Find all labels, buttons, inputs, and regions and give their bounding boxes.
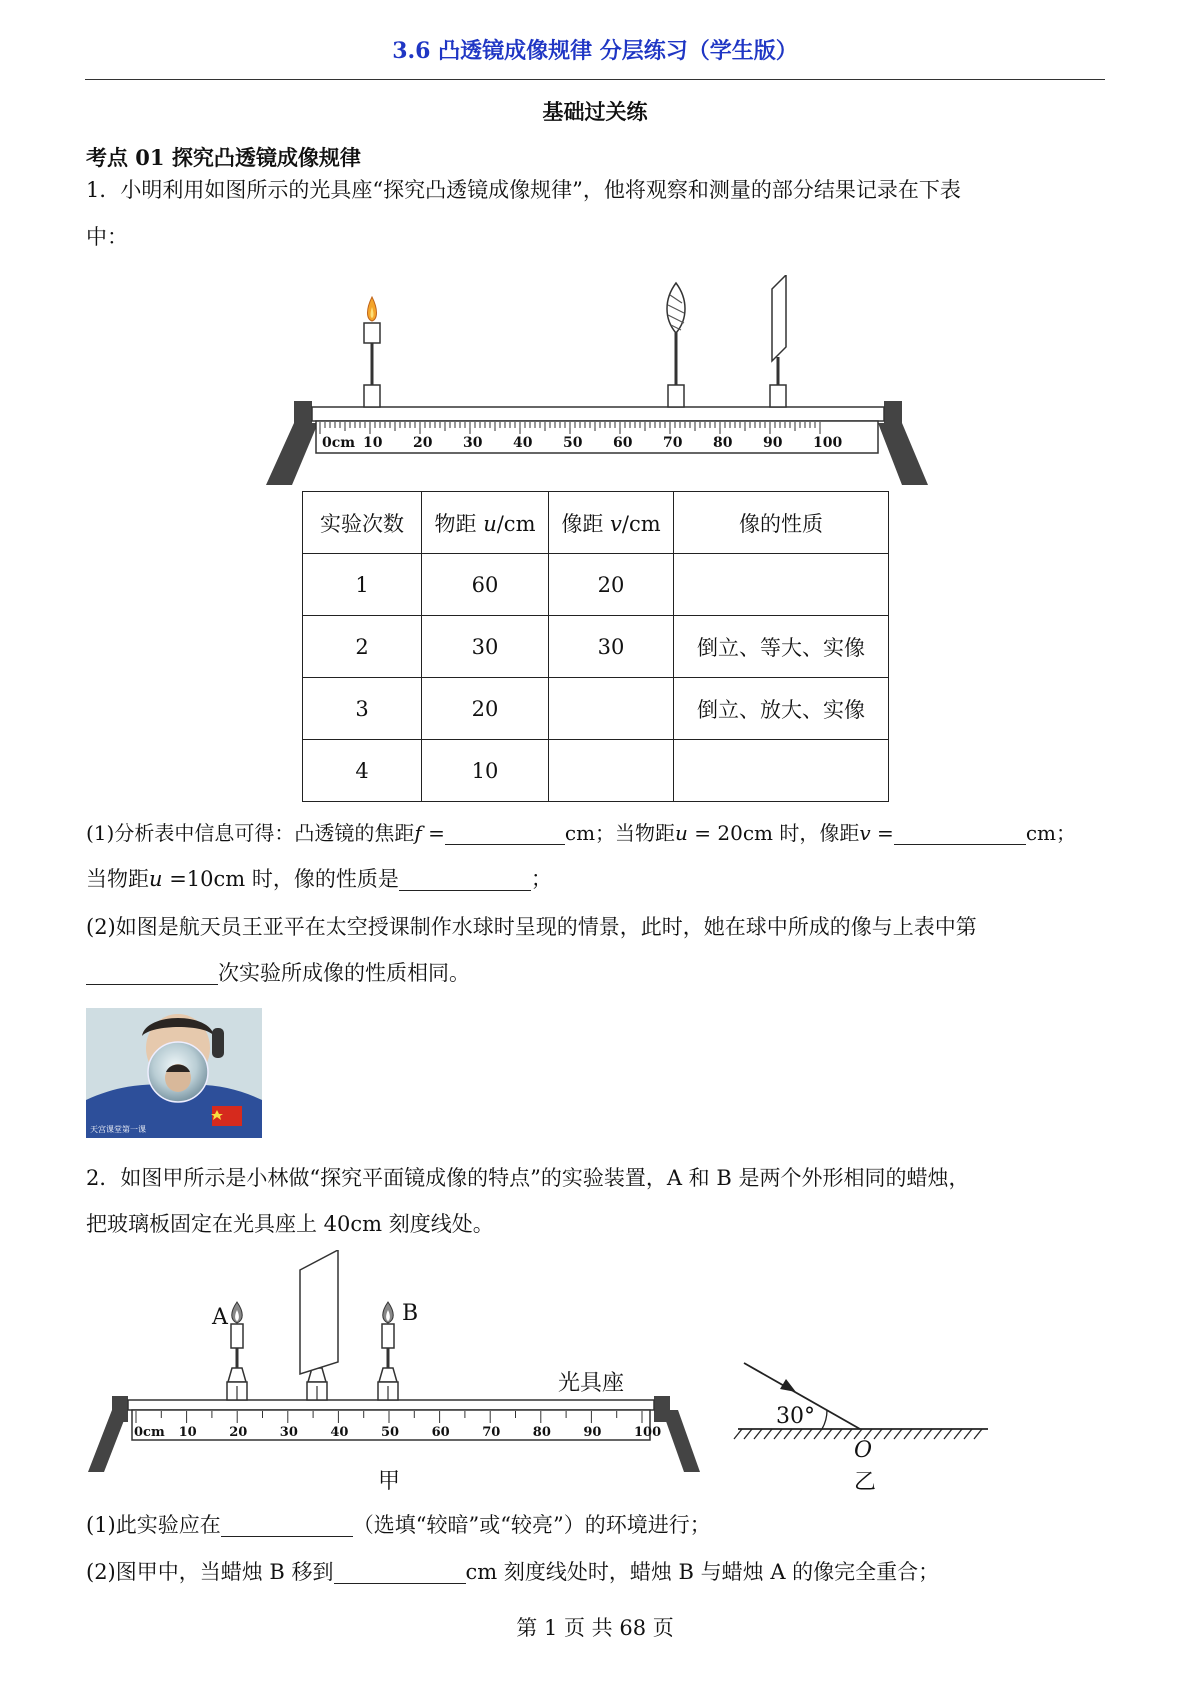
- bench-left-end: [112, 1396, 128, 1422]
- hatch-line: [744, 1429, 752, 1439]
- table-cell: 倒立、等大、实像: [674, 616, 889, 678]
- incident-ray-figure-yi: [730, 1345, 1000, 1495]
- table-cell: 3: [303, 678, 422, 740]
- bench-left-end: [294, 401, 312, 433]
- ruler-label: 20: [413, 435, 433, 451]
- answer-blank-focal[interactable]: [445, 824, 565, 845]
- plane-mirror-figure-jia: [86, 1250, 706, 1500]
- table-row: [303, 616, 889, 678]
- candle-b: [378, 1302, 398, 1400]
- table-cell: [674, 554, 889, 616]
- hatch-line: [974, 1429, 982, 1439]
- bench-right-end: [654, 1396, 670, 1422]
- ruler-label: 50: [563, 435, 583, 451]
- ruler-label: 30: [279, 1425, 298, 1440]
- table-cell: 60: [422, 554, 549, 616]
- hatch-line: [774, 1429, 782, 1439]
- page-footer: 第 1 页 共 68 页: [516, 1616, 674, 1640]
- results-table: [302, 491, 889, 802]
- table-row: [303, 554, 889, 616]
- ruler-label: 0cm: [322, 435, 356, 451]
- table-cell: [674, 740, 889, 802]
- label-a: A: [212, 1305, 228, 1330]
- ruler-label: 100: [813, 435, 843, 451]
- bench-rail: [312, 407, 884, 421]
- answer-blank-position[interactable]: [334, 1563, 466, 1584]
- table-cell: 20: [549, 554, 674, 616]
- table-cell: 倒立、放大、实像: [674, 678, 889, 740]
- figure-caption-jia: 甲: [378, 1469, 401, 1494]
- th-image-nature: 像的性质: [674, 492, 889, 554]
- hatch-line: [824, 1429, 832, 1439]
- section-title: 基础过关练: [542, 99, 648, 124]
- ruler-label: 10: [178, 1425, 197, 1440]
- q1-sub2-line1: (2)如图是航天员王亚平在太空授课制作水球时呈现的情景，此时，她在球中所成的像与上表中第: [86, 915, 977, 939]
- hatch-line: [944, 1429, 952, 1439]
- optical-bench-figure: [260, 275, 940, 490]
- ruler-label: 90: [763, 435, 783, 451]
- th-image-distance: 像距 v/cm: [549, 492, 674, 554]
- bench-right-end: [884, 401, 902, 433]
- q1-sub1-line1: (1)分析表中信息可得：凸透镜的焦距f = cm；当物距u = 20cm 时，像距v = cm；: [86, 821, 1076, 845]
- ruler-label: 80: [713, 435, 733, 451]
- hatch-line: [844, 1429, 852, 1439]
- q1-line2: 中：: [86, 225, 128, 249]
- glass-plate: [300, 1250, 338, 1400]
- q1-sub2-line2: 次实验所成像的性质相同。: [86, 961, 470, 985]
- table-cell: [549, 678, 674, 740]
- candle-flame-icon: [368, 297, 377, 321]
- ruler-label: 70: [663, 435, 683, 451]
- table-cell: 30: [422, 616, 549, 678]
- ruler-label: 90: [583, 1425, 602, 1440]
- th-object-distance: 物距 u/cm: [422, 492, 549, 554]
- hatch-line: [834, 1429, 842, 1439]
- label-b: B: [402, 1301, 419, 1326]
- th-trial: 实验次数: [303, 492, 422, 554]
- candle-a: [227, 1302, 247, 1400]
- ruler-label: 0cm: [134, 1425, 165, 1440]
- table-cell: [549, 740, 674, 802]
- figure-caption-yi: 乙: [854, 1470, 877, 1495]
- ruler-label: 60: [613, 435, 633, 451]
- ruler-label: 70: [482, 1425, 501, 1440]
- table-row: [303, 740, 889, 802]
- hatch-line: [954, 1429, 962, 1439]
- answer-blank-image-distance[interactable]: [894, 824, 1026, 845]
- hatch-line: [894, 1429, 902, 1439]
- ruler-label: 10: [363, 435, 383, 451]
- hatch-line: [924, 1429, 932, 1439]
- candle-holder: [364, 323, 380, 407]
- hatch-line: [794, 1429, 802, 1439]
- hatch-line: [904, 1429, 912, 1439]
- angle-label: 30°: [776, 1404, 815, 1429]
- q1-line1: 1．小明利用如图所示的光具座“探究凸透镜成像规律”，他将观察和测量的部分结果记录在下表: [86, 178, 961, 202]
- hatch-line: [764, 1429, 772, 1439]
- q2-sub1: (1)此实验应在 （选填“较暗”或“较亮”）的环境进行；: [86, 1513, 711, 1537]
- header-rule: [85, 79, 1105, 80]
- table-cell: 20: [422, 678, 549, 740]
- convex-lens: [667, 283, 685, 407]
- ruler-label: 30: [463, 435, 483, 451]
- table-cell: 1: [303, 554, 422, 616]
- ruler-label: 100: [634, 1425, 662, 1440]
- q2-sub2: (2)图甲中，当蜡烛 B 移到 cm 刻度线处时，蜡烛 B 与蜡烛 A 的像完全重合；: [86, 1560, 940, 1584]
- hatch-line: [884, 1429, 892, 1439]
- ruler-label: 20: [229, 1425, 248, 1440]
- hatch-line: [964, 1429, 972, 1439]
- point-o-label: O: [854, 1438, 873, 1463]
- ruler-label: 50: [381, 1425, 400, 1440]
- table-header-row: [303, 492, 889, 554]
- bench-rail: [128, 1400, 654, 1410]
- hatch-line: [814, 1429, 822, 1439]
- hatch-line: [874, 1429, 882, 1439]
- hatch-line: [784, 1429, 792, 1439]
- q2-line2: 把玻璃板固定在光具座上 40cm 刻度线处。: [86, 1212, 494, 1236]
- light-screen: [770, 275, 786, 407]
- ruler-label: 80: [532, 1425, 551, 1440]
- answer-blank-environment[interactable]: [221, 1516, 353, 1537]
- ruler-label: 60: [431, 1425, 450, 1440]
- bench-label: 光具座: [558, 1371, 625, 1396]
- hatch-line: [934, 1429, 942, 1439]
- ruler-label: 40: [330, 1425, 349, 1440]
- astronaut-water-ball-photo: [86, 1008, 262, 1138]
- hatch-line: [734, 1429, 742, 1439]
- table-row: [303, 678, 889, 740]
- ruler-label: 40: [513, 435, 533, 451]
- table-cell: 10: [422, 740, 549, 802]
- ray-arrow-icon: [780, 1379, 796, 1392]
- answer-blank-image-nature[interactable]: [399, 870, 531, 891]
- hatch-line: [804, 1429, 812, 1439]
- table-cell: 30: [549, 616, 674, 678]
- table-cell: 2: [303, 616, 422, 678]
- angle-arc: [822, 1410, 827, 1429]
- q1-sub1-line2: 当物距u =10cm 时，像的性质是 ；: [86, 867, 552, 891]
- hatch-line: [914, 1429, 922, 1439]
- page-title: 3.6 凸透镜成像规律 分层练习（学生版）: [392, 38, 798, 64]
- q2-line1: 2．如图甲所示是小林做“探究平面镜成像的特点”的实验装置，A 和 B 是两个外形相同的蜡烛，: [86, 1166, 970, 1190]
- hatch-line: [754, 1429, 762, 1439]
- topic-label: 考点 01 探究凸透镜成像规律: [86, 145, 361, 170]
- photo-caption: 天宫课堂第一课: [90, 1125, 146, 1134]
- table-cell: 4: [303, 740, 422, 802]
- answer-blank-trial-number[interactable]: [86, 964, 218, 985]
